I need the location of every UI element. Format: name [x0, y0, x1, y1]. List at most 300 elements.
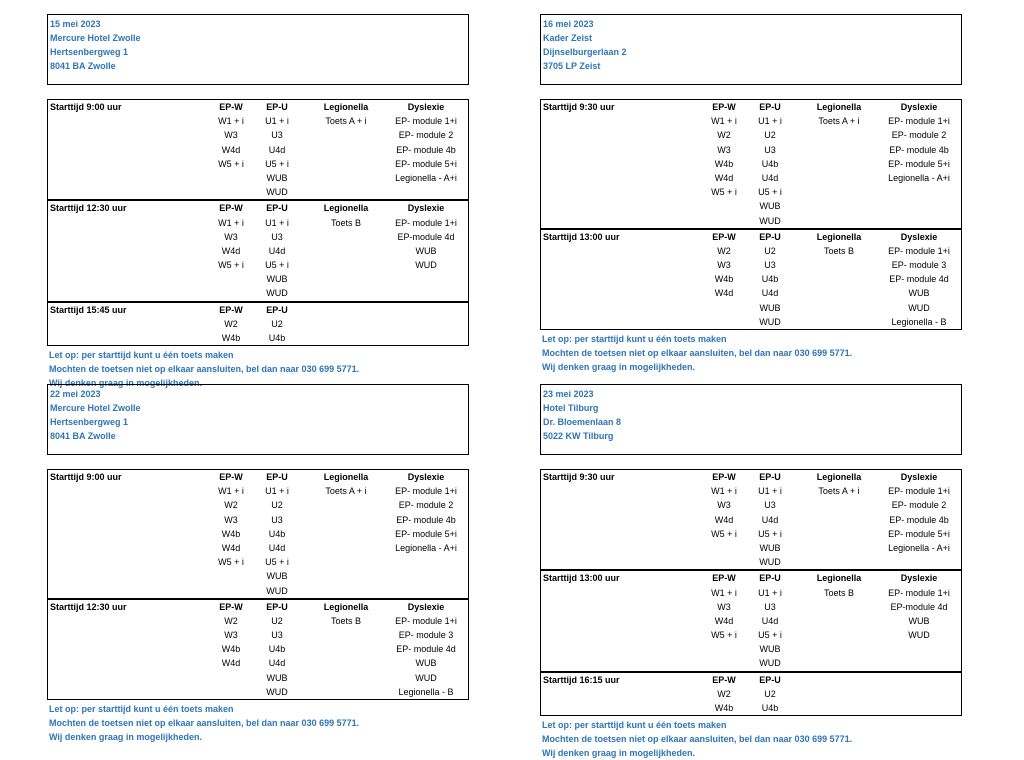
exam-code-ep-u: WUB — [266, 274, 288, 285]
col-header-ep-w: EP-W — [712, 573, 736, 584]
start-time: Starttijd 12:30 uur — [50, 203, 127, 214]
exam-code-ep-u: U2 — [271, 615, 283, 626]
table-row — [48, 171, 468, 185]
exam-code-ep-u: U3 — [271, 231, 283, 242]
exam-code-ep-w: W3 — [224, 130, 238, 141]
exam-code-ep-w: W4b — [714, 274, 734, 285]
location-line: Dr. Bloemenlaan 8 — [543, 417, 622, 427]
session-header-row — [541, 100, 961, 114]
exam-code-ep-u: WUD — [266, 187, 288, 198]
exam-code-dyslexie: Legionella - B — [891, 316, 947, 327]
table-row — [541, 286, 961, 300]
table-row — [541, 687, 961, 701]
exam-code-ep-w: W4b — [221, 644, 241, 655]
table-row — [48, 128, 468, 142]
exam-code-dyslexie: EP- module 4b — [396, 144, 456, 155]
col-header-dyslexie: Dyslexie — [407, 601, 445, 612]
table-row — [541, 171, 961, 185]
session-group — [48, 470, 468, 598]
exam-code-ep-u: U5 + i — [265, 158, 289, 169]
col-header-ep-u: EP-U — [759, 231, 781, 242]
start-time: Starttijd 13:00 uur — [543, 231, 620, 242]
exam-code-ep-u: U1 + i — [265, 116, 289, 127]
table-row — [48, 216, 468, 230]
exam-code-ep-u: U1 + i — [265, 217, 289, 228]
col-header-ep-w: EP-W — [219, 472, 243, 482]
footnote-line: Mochten de toetsen niet op elkaar aansluiten, bel dan naar 030 699 5771. — [542, 348, 853, 358]
table-row — [541, 513, 961, 527]
location-line: 8041 BA Zwolle — [50, 431, 116, 441]
session-date: 15 mei 2023 — [50, 19, 101, 29]
exam-code-legionella: Toets A + i — [818, 116, 860, 127]
table-row — [541, 600, 961, 614]
schedule-table — [540, 99, 962, 330]
exam-code-ep-u: WUB — [759, 542, 781, 553]
exam-code-ep-u: U2 — [271, 500, 283, 511]
exam-code-dyslexie: EP- module 5+i — [888, 158, 950, 169]
table-row — [48, 258, 468, 272]
col-header-dyslexie: Dyslexie — [407, 203, 445, 214]
exam-code-ep-w: W2 — [224, 500, 238, 511]
footnote-line: Wij denken graag in mogelijkheden. — [542, 362, 695, 372]
exam-code-ep-u: WUB — [266, 672, 288, 683]
session-header-row — [48, 201, 468, 215]
exam-code-legionella: Toets A + i — [818, 486, 860, 497]
exam-code-dyslexie: WUD — [908, 630, 930, 641]
exam-code-dyslexie: Legionella - A+i — [888, 542, 950, 553]
exam-code-dyslexie: EP- module 5+i — [888, 528, 950, 539]
table-row — [48, 628, 468, 642]
table-row — [541, 244, 961, 258]
exam-code-ep-w: W2 — [224, 615, 238, 626]
table-row — [48, 484, 468, 498]
footnote-line: Mochten de toetsen niet op elkaar aansluiten, bel dan naar 030 699 5771. — [542, 734, 853, 745]
table-row — [541, 614, 961, 628]
table-row — [541, 185, 961, 199]
schedule-table — [47, 99, 469, 346]
exam-code-dyslexie: EP- module 5+i — [395, 528, 457, 539]
exam-code-ep-w: W1 + i — [218, 486, 244, 497]
col-header-ep-u: EP-U — [266, 203, 288, 214]
table-row — [48, 513, 468, 527]
table-row — [541, 656, 961, 670]
table-row — [48, 555, 468, 569]
exam-code-ep-u: U5 + i — [758, 187, 782, 198]
session-header-row — [48, 600, 468, 614]
session-group — [48, 100, 468, 199]
table-row — [541, 199, 961, 213]
exam-code-dyslexie: EP- module 1+i — [395, 615, 457, 626]
location-header — [540, 14, 962, 85]
table-row — [48, 185, 468, 199]
table-row — [48, 230, 468, 244]
exam-code-ep-w: W4d — [221, 144, 241, 155]
session-header-row — [48, 303, 468, 317]
exam-code-ep-u: U3 — [764, 260, 776, 271]
exam-code-ep-u: WUB — [759, 302, 781, 313]
exam-code-ep-w: W2 — [224, 318, 238, 329]
footnotes — [540, 718, 962, 760]
col-header-legionella: Legionella — [323, 601, 369, 612]
spacer — [540, 85, 962, 99]
col-header-legionella: Legionella — [816, 102, 862, 112]
exam-code-ep-w: W1 + i — [218, 217, 244, 228]
col-header-ep-u: EP-U — [266, 102, 288, 112]
exam-code-ep-w: W4d — [221, 542, 241, 553]
col-header-legionella: Legionella — [323, 102, 369, 112]
exam-code-ep-w: W5 + i — [711, 528, 737, 539]
location-line: Dijnselburgerlaan 2 — [543, 47, 627, 57]
exam-code-ep-w: W4b — [221, 528, 241, 539]
exam-code-dyslexie: EP- module 2 — [891, 130, 947, 141]
col-header-legionella: Legionella — [323, 472, 369, 482]
exam-code-dyslexie: WUB — [415, 658, 437, 669]
exam-code-ep-u: WUD — [759, 658, 781, 669]
exam-code-dyslexie: Legionella - A+i — [395, 172, 457, 183]
location-line: Hotel Tilburg — [543, 403, 599, 413]
footnote-line: Mochten de toetsen niet op elkaar aansluiten, bel dan naar 030 699 5771. — [49, 364, 360, 375]
exam-code-ep-u: U5 + i — [265, 557, 289, 568]
exam-code-dyslexie: EP- module 4b — [889, 144, 949, 155]
exam-code-dyslexie: EP- module 5+i — [395, 158, 457, 169]
exam-code-dyslexie: EP- module 2 — [398, 500, 454, 511]
exam-code-ep-u: U5 + i — [265, 260, 289, 271]
exam-code-ep-u: U4d — [268, 542, 286, 553]
session-header-row — [48, 470, 468, 484]
exam-code-ep-u: U4d — [268, 245, 286, 256]
exam-code-ep-w: W5 + i — [711, 187, 737, 198]
col-header-dyslexie: Dyslexie — [900, 472, 938, 482]
exam-code-ep-u: U1 + i — [758, 116, 782, 127]
exam-code-ep-w: W5 + i — [218, 260, 244, 271]
exam-code-dyslexie: EP- module 4d — [396, 644, 456, 655]
exam-code-ep-u: WUD — [759, 557, 781, 568]
exam-code-legionella: Toets A + i — [325, 116, 367, 127]
table-row — [541, 498, 961, 512]
start-time: Starttijd 9:30 uur — [543, 472, 615, 482]
table-row — [541, 541, 961, 555]
footnotes — [540, 332, 962, 374]
table-row — [541, 555, 961, 569]
exam-code-ep-u: U1 + i — [758, 486, 782, 497]
table-row — [541, 157, 961, 171]
exam-code-ep-u: U1 + i — [265, 486, 289, 497]
session-group — [541, 569, 961, 670]
col-header-dyslexie: Dyslexie — [900, 573, 938, 584]
session-group — [541, 470, 961, 569]
exam-code-ep-u: U3 — [764, 601, 776, 612]
col-header-legionella: Legionella — [323, 203, 369, 214]
session-date: 23 mei 2023 — [543, 389, 594, 399]
start-time: Starttijd 15:45 uur — [50, 304, 127, 315]
exam-code-ep-u: U3 — [271, 514, 283, 525]
table-row — [541, 272, 961, 286]
location-line: Hertsenbergweg 1 — [50, 417, 129, 427]
exam-code-dyslexie: EP- module 1+i — [888, 245, 950, 256]
exam-code-ep-w: W4d — [714, 514, 734, 525]
table-row — [541, 527, 961, 541]
exam-code-legionella: Toets B — [823, 587, 854, 598]
table-row — [48, 331, 468, 345]
session-group — [541, 100, 961, 228]
exam-code-ep-w: W3 — [717, 601, 731, 612]
exam-code-dyslexie: Legionella - A+i — [395, 542, 457, 553]
table-row — [541, 701, 961, 715]
session-header-row — [541, 673, 961, 687]
exam-code-ep-w: W1 + i — [218, 116, 244, 127]
exam-code-ep-u: U2 — [271, 318, 283, 329]
table-row — [48, 569, 468, 583]
col-header-ep-w: EP-W — [712, 231, 736, 242]
exam-code-ep-u: WUD — [759, 316, 781, 327]
exam-code-dyslexie: EP- module 1+i — [395, 217, 457, 228]
exam-code-ep-u: U4d — [268, 658, 286, 669]
exam-code-ep-w: W4d — [714, 615, 734, 626]
col-header-ep-u: EP-U — [266, 304, 288, 315]
exam-code-dyslexie: WUB — [908, 615, 930, 626]
exam-code-ep-u: U3 — [271, 130, 283, 141]
session-group — [541, 671, 961, 716]
exam-code-dyslexie: EP- module 1+i — [888, 587, 950, 598]
footnote-line: Let op: per starttijd kunt u één toets maken — [542, 720, 727, 731]
table-row — [48, 286, 468, 300]
exam-code-dyslexie: EP- module 4d — [889, 274, 949, 285]
location-line: 3705 LP Zeist — [543, 61, 601, 71]
table-row — [541, 143, 961, 157]
exam-code-ep-u: U2 — [764, 130, 776, 141]
exam-code-ep-u: U4d — [761, 172, 779, 183]
session-group — [48, 598, 468, 699]
exam-code-dyslexie: WUB — [908, 288, 930, 299]
exam-code-dyslexie: EP- module 1+i — [888, 486, 950, 497]
exam-code-ep-u: U5 + i — [758, 528, 782, 539]
table-row — [541, 258, 961, 272]
exam-code-dyslexie: WUD — [415, 672, 437, 683]
exam-code-ep-u: U4b — [761, 158, 779, 169]
exam-code-ep-w: W3 — [224, 514, 238, 525]
exam-code-dyslexie: EP- module 2 — [891, 500, 947, 511]
table-row — [48, 114, 468, 128]
footnote-line: Wij denken graag in mogelijkheden. — [49, 732, 202, 742]
start-time: Starttijd 16:15 uur — [543, 674, 620, 685]
exam-code-ep-u: WUB — [266, 172, 288, 183]
exam-code-ep-u: WUB — [759, 644, 781, 655]
col-header-ep-w: EP-W — [712, 674, 736, 685]
table-row — [48, 317, 468, 331]
location-header — [47, 14, 469, 85]
spacer — [47, 85, 469, 99]
col-header-ep-u: EP-U — [759, 102, 781, 112]
exam-code-legionella: Toets B — [823, 245, 854, 256]
exam-code-dyslexie: EP- module 3 — [398, 630, 454, 641]
col-header-ep-w: EP-W — [712, 472, 736, 482]
table-row — [541, 114, 961, 128]
col-header-dyslexie: Dyslexie — [900, 231, 938, 242]
col-header-dyslexie: Dyslexie — [900, 102, 938, 112]
table-row — [48, 642, 468, 656]
schedule-block — [540, 384, 962, 760]
exam-code-ep-u: U1 + i — [758, 587, 782, 598]
exam-code-ep-w: W3 — [224, 231, 238, 242]
col-header-ep-u: EP-U — [759, 573, 781, 584]
exam-code-dyslexie: EP- module 4b — [396, 514, 456, 525]
col-header-dyslexie: Dyslexie — [407, 472, 445, 482]
table-row — [541, 628, 961, 642]
exam-code-dyslexie: EP-module 4d — [890, 601, 948, 612]
footnote-line: Wij denken graag in mogelijkheden. — [542, 748, 695, 759]
session-group — [48, 199, 468, 300]
location-header — [540, 384, 962, 455]
footnote-line: Let op: per starttijd kunt u één toets maken — [49, 350, 234, 361]
table-row — [541, 214, 961, 228]
session-group — [48, 301, 468, 346]
exam-code-ep-u: U3 — [764, 500, 776, 511]
exam-code-ep-u: U2 — [764, 688, 776, 699]
col-header-ep-w: EP-W — [219, 102, 243, 112]
table-row — [48, 498, 468, 512]
table-row — [541, 315, 961, 329]
col-header-ep-w: EP-W — [219, 203, 243, 214]
exam-code-dyslexie: EP-module 4d — [397, 231, 455, 242]
exam-code-ep-u: U4d — [761, 615, 779, 626]
exam-code-ep-w: W1 + i — [711, 486, 737, 497]
exam-code-dyslexie: EP- module 1+i — [888, 116, 950, 127]
table-row — [48, 157, 468, 171]
exam-code-dyslexie: WUD — [415, 260, 437, 271]
table-row — [541, 128, 961, 142]
location-header — [47, 384, 469, 455]
exam-code-ep-w: W4b — [714, 158, 734, 169]
footnote-line: Let op: per starttijd kunt u één toets maken — [49, 704, 234, 714]
exam-code-dyslexie: Legionella - A+i — [888, 172, 950, 183]
col-header-ep-u: EP-U — [266, 472, 288, 482]
exam-code-legionella: Toets A + i — [325, 486, 367, 497]
table-row — [48, 541, 468, 555]
exam-code-legionella: Toets B — [330, 217, 361, 228]
exam-code-ep-w: W4d — [221, 245, 241, 256]
table-row — [541, 301, 961, 315]
exam-code-ep-u: WUD — [759, 215, 781, 226]
col-header-legionella: Legionella — [816, 472, 862, 482]
exam-code-ep-w: W2 — [717, 688, 731, 699]
table-row — [48, 584, 468, 598]
location-line: Mercure Hotel Zwolle — [50, 403, 141, 413]
table-row — [541, 642, 961, 656]
exam-code-ep-w: W4d — [714, 288, 734, 299]
footnotes — [47, 702, 469, 744]
table-row — [48, 272, 468, 286]
exam-code-ep-u: WUB — [266, 571, 288, 582]
schedule-table — [47, 469, 469, 700]
col-header-ep-w: EP-W — [219, 304, 243, 315]
col-header-ep-w: EP-W — [219, 601, 243, 612]
location-line: Kader Zeist — [543, 33, 593, 43]
exam-code-ep-w: W4b — [714, 703, 734, 713]
exam-code-dyslexie: EP- module 2 — [398, 130, 454, 141]
start-time: Starttijd 9:00 uur — [50, 472, 122, 482]
session-header-row — [541, 230, 961, 244]
col-header-ep-u: EP-U — [759, 472, 781, 482]
exam-code-ep-u: U4b — [268, 528, 286, 539]
session-header-row — [541, 571, 961, 585]
schedule-block — [540, 14, 962, 374]
exam-code-ep-w: W3 — [717, 500, 731, 511]
exam-code-ep-w: W4b — [221, 333, 241, 343]
exam-code-dyslexie: EP- module 1+i — [395, 116, 457, 127]
table-row — [541, 484, 961, 498]
col-header-ep-u: EP-U — [266, 601, 288, 612]
session-group — [541, 228, 961, 329]
exam-code-ep-u: U4b — [761, 703, 779, 713]
location-line: Mercure Hotel Zwolle — [50, 33, 141, 43]
footnote-line: Wij denken graag in mogelijkheden. — [49, 378, 202, 389]
start-time: Starttijd 13:00 uur — [543, 573, 620, 584]
exam-code-ep-w: W5 + i — [218, 557, 244, 568]
col-header-legionella: Legionella — [816, 231, 862, 242]
exam-code-ep-u: U3 — [271, 630, 283, 641]
exam-code-ep-w: W1 + i — [711, 116, 737, 127]
spacer — [47, 455, 469, 469]
schedule-block — [47, 14, 469, 390]
table-row — [48, 671, 468, 685]
exam-code-ep-u: WUD — [266, 288, 288, 299]
exam-code-ep-w: W4d — [714, 172, 734, 183]
session-date: 16 mei 2023 — [543, 19, 594, 29]
table-row — [48, 656, 468, 670]
session-date: 22 mei 2023 — [50, 389, 101, 399]
exam-code-ep-w: W1 + i — [711, 587, 737, 598]
exam-code-ep-u: WUD — [266, 585, 288, 596]
exam-code-ep-w: W3 — [717, 260, 731, 271]
table-row — [48, 685, 468, 699]
exam-code-ep-w: W4d — [221, 658, 241, 669]
exam-code-ep-w: W3 — [717, 144, 731, 155]
location-line: 8041 BA Zwolle — [50, 61, 116, 71]
session-header-row — [541, 470, 961, 484]
exam-code-ep-u: U3 — [764, 144, 776, 155]
table-row — [48, 614, 468, 628]
table-row — [541, 586, 961, 600]
exam-code-ep-u: U4d — [761, 288, 779, 299]
exam-code-ep-u: U4b — [268, 333, 286, 343]
exam-code-dyslexie: Legionella - B — [398, 686, 454, 697]
exam-code-dyslexie: WUB — [415, 245, 437, 256]
exam-code-dyslexie: EP- module 4b — [889, 514, 949, 525]
exam-code-ep-u: U4d — [761, 514, 779, 525]
col-header-legionella: Legionella — [816, 573, 862, 584]
footnote-line: Mochten de toetsen niet op elkaar aansluiten, bel dan naar 030 699 5771. — [49, 718, 360, 728]
table-row — [48, 244, 468, 258]
exam-code-ep-u: U2 — [764, 245, 776, 256]
exam-code-ep-w: W2 — [717, 245, 731, 256]
start-time: Starttijd 12:30 uur — [50, 601, 127, 612]
table-row — [48, 527, 468, 541]
col-header-ep-w: EP-W — [712, 102, 736, 112]
exam-code-ep-w: W5 + i — [711, 630, 737, 641]
exam-code-ep-u: U4b — [761, 274, 779, 285]
exam-code-ep-u: WUB — [759, 201, 781, 212]
schedule-table — [540, 469, 962, 716]
col-header-ep-u: EP-U — [759, 674, 781, 685]
exam-code-ep-u: U4b — [268, 644, 286, 655]
exam-code-dyslexie: EP- module 1+i — [395, 486, 457, 497]
exam-code-ep-w: W3 — [224, 630, 238, 641]
exam-code-dyslexie: EP- module 3 — [891, 260, 947, 271]
exam-code-dyslexie: WUD — [908, 302, 930, 313]
location-line: Hertsenbergweg 1 — [50, 47, 129, 57]
exam-code-ep-w: W2 — [717, 130, 731, 141]
footnote-line: Let op: per starttijd kunt u één toets maken — [542, 334, 727, 344]
